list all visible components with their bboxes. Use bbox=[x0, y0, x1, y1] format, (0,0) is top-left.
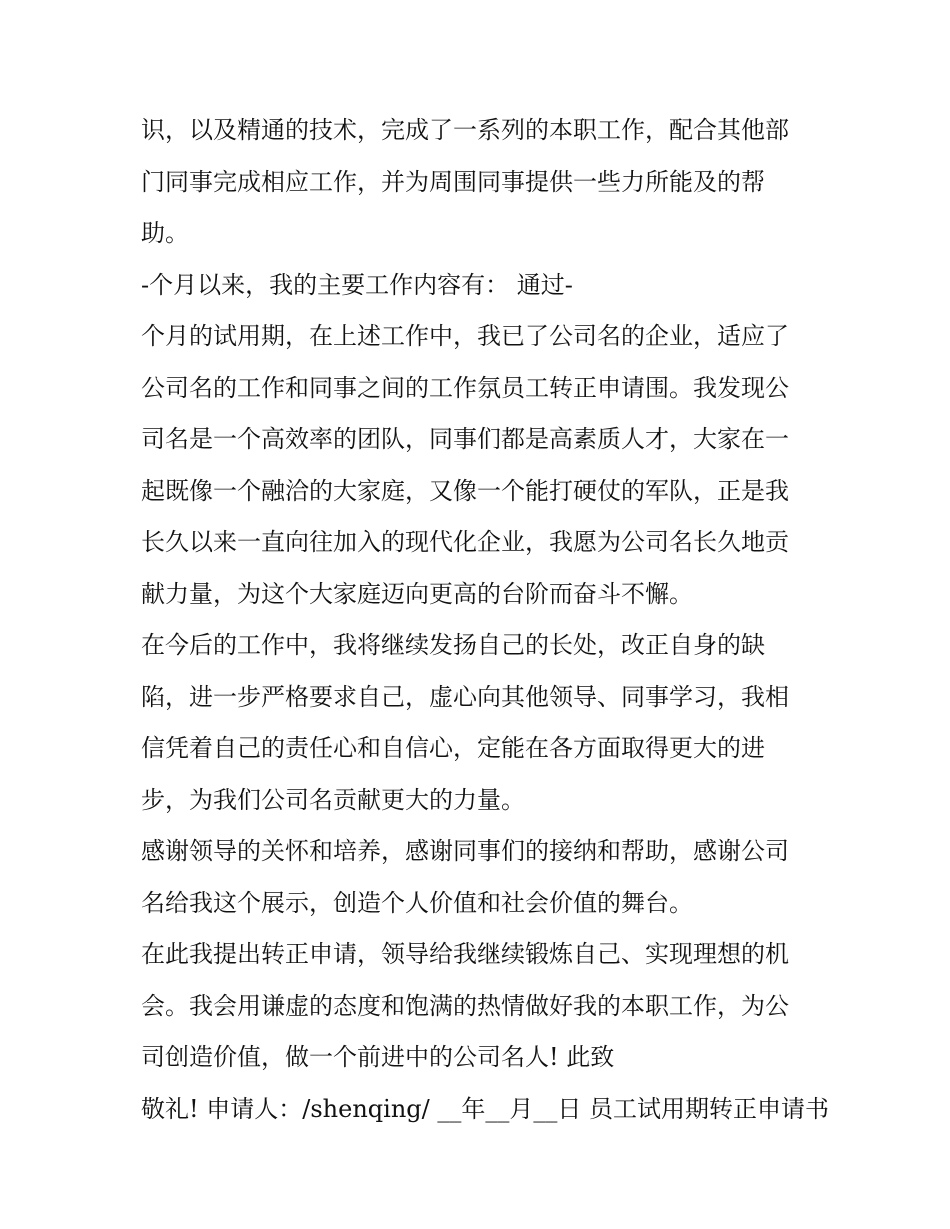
text-line: 公司名的工作和同事之间的工作氛员工转正申请围。我发现公 bbox=[141, 373, 789, 402]
text-line: 感谢领导的关怀和培养，感谢同事们的接纳和帮助，感谢公司 bbox=[141, 837, 789, 865]
text-line: 司创造价值，做一个前进中的公司名人! 此致 bbox=[141, 1043, 615, 1071]
text-line: 个月的试用期，在上述工作中，我已了公司名的企业，适应了 bbox=[141, 322, 789, 350]
text-line: 会。我会用谦虚的态度和饱满的热情做好我的本职工作，为公 bbox=[141, 991, 789, 1020]
text-line: -个月以来，我的主要工作内容有： 通过- bbox=[141, 270, 573, 299]
text-line: 信凭着自己的责任心和自信心，定能在各方面取得更大的进 bbox=[141, 734, 765, 762]
text-line: 在今后的工作中，我将继续发扬自己的长处，改正自身的缺 bbox=[141, 631, 765, 659]
text-line: 步，为我们公司名贡献更大的力量。 bbox=[141, 785, 525, 814]
text-line: 识，以及精通的技术，完成了一系列的本职工作，配合其他部 bbox=[141, 116, 789, 144]
text-line: 助。 bbox=[141, 219, 189, 247]
text-line: 名给我这个展示，创造个人价值和社会价值的舞台。 bbox=[141, 888, 693, 917]
text-line: 在此我提出转正申请，领导给我继续锻炼自己、实现理想的机 bbox=[141, 940, 789, 968]
text-line: 陷，进一步严格要求自己，虚心向其他领导、同事学习，我相 bbox=[141, 682, 789, 711]
document-body bbox=[141, 105, 829, 1135]
text-line: 献力量，为这个大家庭迈向更高的台阶而奋斗不懈。 bbox=[141, 579, 693, 608]
text-line: 司名是一个高效率的团队，同事们都是高素质人才，大家在一 bbox=[141, 425, 789, 453]
text-line: 起既像一个融洽的大家庭，又像一个能打硬仗的军队，正是我 bbox=[141, 476, 789, 505]
signature-line: 敬礼! 申请人：/shenqing/ __年__月__日 员工试用期转正申请书 bbox=[141, 1094, 829, 1123]
text-line: 门同事完成相应工作，并为周围同事提供一些力所能及的帮 bbox=[141, 167, 765, 196]
text-line: 长久以来一直向往加入的现代化企业，我愿为公司名长久地贡 bbox=[141, 528, 789, 556]
